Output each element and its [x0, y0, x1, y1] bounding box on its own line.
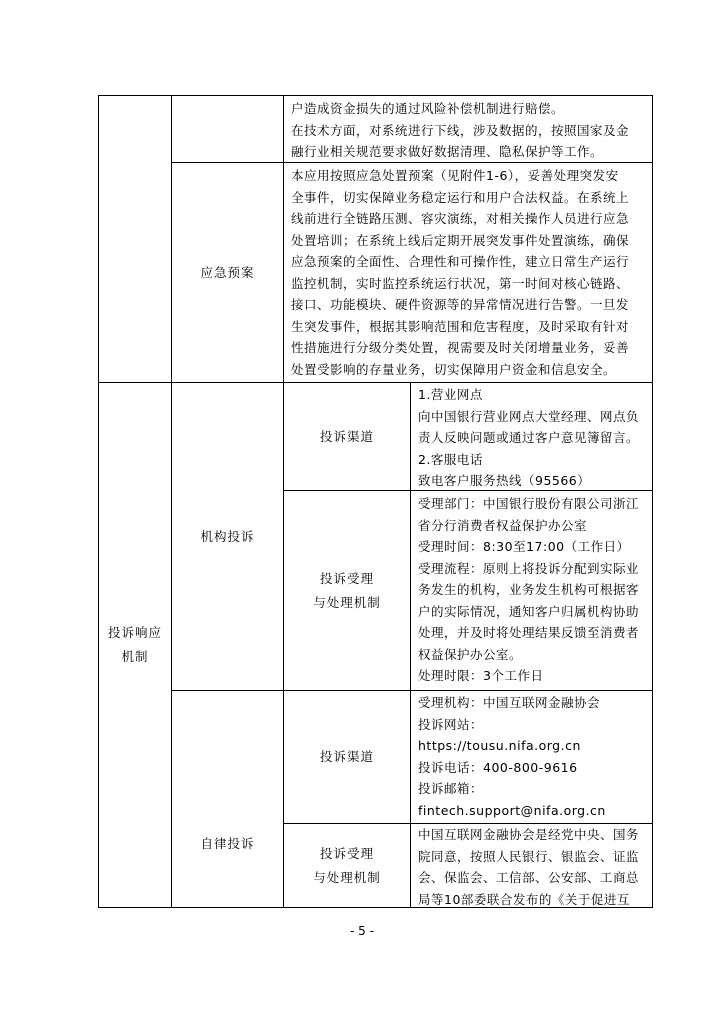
text-line: 2.客服电话 [418, 451, 483, 467]
page-number: - 5 - [350, 924, 374, 938]
inst-handling-label-line1: 投诉受理 [319, 570, 374, 586]
inst-handling-text [418, 493, 639, 687]
self-regulation-label: 自律投诉 [200, 836, 255, 851]
text-line: fintech.support@nifa.org.cn [418, 802, 606, 818]
inst-handling-label-cell [284, 491, 410, 690]
text-line: 线前进行全链路压测、容灾演练，对相关操作人员进行应急 [291, 211, 630, 226]
self-handling-text [418, 824, 639, 910]
text-line: 省分行消费者权益保护办公室 [418, 517, 588, 533]
text-line: 受理时间：8:30至17:00（工作日） [418, 539, 630, 554]
text-line: 融行业相关规范要求做好数据清理、隐私保护等工作。 [291, 144, 604, 159]
emergency-text [291, 165, 629, 380]
self-regulation-label-cell [172, 691, 283, 907]
institution-complaint-label: 机构投诉 [200, 528, 255, 544]
text-line: 会、保监会、工信部、公安部、工商总 [418, 870, 640, 885]
text-line: 接口、功能模块、硬件资源等的异常情况进行告警。一旦发 [291, 297, 630, 312]
inst-handling-label-line2: 与处理机制 [313, 594, 381, 610]
self-handling-label-cell [284, 824, 410, 907]
col-divider-3 [410, 382, 411, 908]
self-channel-text [418, 692, 606, 821]
text-line: 责人反映问题或通过客户意见簿留言。 [418, 430, 640, 445]
inst-channel-label: 投诉渠道 [319, 428, 374, 444]
text-line: 应急预案的全面性、合理性和可操作性，建立日常生产运行 [291, 254, 630, 269]
self-handling-label-line1: 投诉受理 [319, 845, 374, 861]
text-line: 致电客户服务热线（95566） [418, 473, 591, 488]
table-top-border [98, 95, 652, 96]
text-line: 院同意，按照人民银行、银监会、证监 [418, 848, 640, 864]
text-line: 受理部门：中国银行股份有限公司浙江 [418, 496, 640, 511]
text-line: 权益保护办公室。 [418, 646, 523, 662]
emergency-label: 应急预案 [200, 264, 255, 280]
text-line: 处置受影响的存量业务，切实保障用户资金和信息安全。 [291, 361, 617, 377]
text-line: 在技术方面，对系统进行下线，涉及数据的，按照国家及金 [291, 122, 630, 138]
text-line: 处理时限：3个工作日 [418, 668, 544, 683]
inst-channel-text [418, 384, 639, 492]
text-line: 务发生的机构，业务发生机构可根据客 [418, 582, 640, 597]
text-line: 户造成资金损失的通过风险补偿机制进行赔偿。 [291, 101, 565, 116]
text-line: 受理流程：原则上将投诉分配到实际业 [418, 560, 640, 576]
self-handling-label-line2: 与处理机制 [313, 869, 381, 885]
text-line: 投诉邮箱： [418, 781, 484, 796]
text-line: 生突发事件，根据其影响范围和危害程度，及时采取有针对 [291, 318, 630, 334]
complaint-mechanism-label-cell [99, 383, 171, 907]
self-channel-label-cell [284, 691, 410, 823]
emergency-label-cell [172, 163, 283, 382]
text-line: 处理，并及时将处理结果反馈至消费者 [418, 625, 640, 640]
text-line: 向中国银行营业网点大堂经理、网点负 [418, 408, 640, 424]
text-line: 投诉电话：400-800-9616 [418, 759, 578, 775]
text-line: 监控机制，实时监控系统运行状况，第一时间对核心链路、 [291, 275, 630, 291]
text-line: 户的实际情况，通知客户归属机构协助 [418, 603, 640, 619]
col-divider-2-top [283, 95, 284, 382]
inst-channel-label-cell [284, 383, 410, 490]
text-line: https://tousu.nifa.org.cn [418, 738, 581, 753]
text-line: 本应用按照应急处置预案（见附件1-6），妥善处理突发安 [291, 168, 619, 183]
text-line: 中国互联网金融协会是经党中央、国务 [418, 827, 640, 842]
institution-complaint-label-cell [172, 383, 283, 690]
table-right-border [652, 95, 653, 908]
self-channel-label: 投诉渠道 [319, 749, 374, 764]
text-line: 投诉网站： [418, 716, 484, 732]
text-line: 局等10部委联合发布的《关于促进互 [418, 891, 630, 907]
text-line: 受理机构：中国互联网金融协会 [418, 695, 601, 710]
complaint-label-line1: 投诉响应 [107, 625, 162, 640]
text-line: 处置培训；在系统上线后定期开展突发事件处置演练，确保 [291, 232, 630, 248]
complaint-label-line2: 机制 [121, 649, 149, 664]
top-section-text [291, 98, 629, 163]
text-line: 性措施进行分级分类处置，视需要及时关闭增量业务，妥善 [291, 340, 630, 355]
text-line: 全事件，切实保障业务稳定运行和用户合法权益。在系统上 [291, 189, 630, 205]
text-line: 1.营业网点 [418, 387, 483, 402]
